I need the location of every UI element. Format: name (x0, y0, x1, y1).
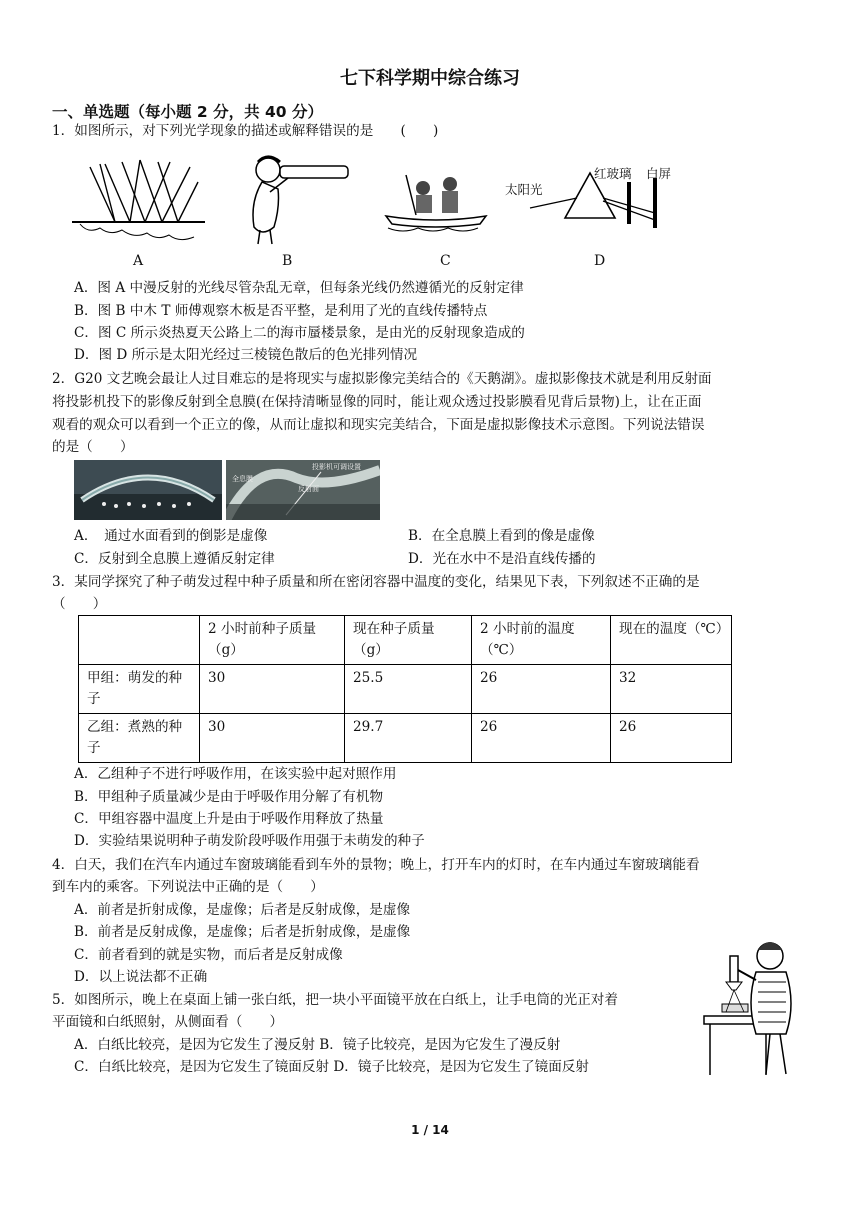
q3-option-d: D．实验结果说明种子萌发阶段呼吸作用强于未萌发的种子 (74, 833, 425, 849)
q1-figure-c (378, 170, 498, 235)
q3-data-table (78, 615, 732, 763)
q1-fig-d-screen-label: 白屏 (646, 166, 672, 181)
page-title: 七下科学期中综合练习 (340, 68, 520, 89)
q1-fig-d-sun-label: 太阳光 (505, 182, 543, 197)
q5-figure-flashlight-illustration (700, 930, 810, 1080)
table-cell: 32 (611, 665, 732, 714)
q2-option-a: A． 通过水面看到的倒影是虚像 (74, 528, 268, 544)
table-cell: 乙组：煮熟的种子 (79, 714, 200, 763)
table-cell: 30 (200, 714, 345, 763)
q2-option-b: B．在全息膜上看到的像是虚像 (408, 528, 595, 544)
page-number: 1 / 14 (411, 1123, 449, 1137)
q3-stem-line-2: （ ） (52, 596, 107, 612)
q1-figure-b (240, 152, 360, 247)
q4-stem-line-1: 4．白天，我们在汽车内通过车窗玻璃能看到车外的景物；晚上，打开车内的灯时，在车内通过车窗玻璃能看 (52, 857, 700, 873)
table-row (79, 665, 732, 714)
q1-fig-d-red-glass-label: 红玻璃 (594, 166, 632, 181)
q3-option-a: A．乙组种子不进行呼吸作用，在该实验中起对照作用 (74, 766, 397, 782)
q1-option-a: A．图 A 中漫反射的光线尽管杂乱无章，但每条光线仍然遵循光的反射定律 (74, 280, 524, 296)
q5-stem-line-1: 5．如图所示，晚上在桌面上铺一张白纸，把一块小平面镜平放在白纸上，让手电筒的光正对着 (52, 992, 618, 1008)
q2-option-c: C．反射到全息膜上遵循反射定律 (74, 551, 275, 567)
table-cell: 26 (611, 714, 732, 763)
q4-option-b: B．前者是反射成像，是虚像；后者是折射成像，是虚像 (74, 924, 411, 940)
q2-option-d: D．光在水中不是沿直线传播的 (408, 551, 596, 567)
q4-option-d: D．以上说法都不正确 (74, 969, 208, 985)
q1-figure-a (70, 152, 210, 242)
q2-fig-reflector-label: 反射面 (298, 485, 319, 493)
q1-fig-label-b: B (282, 253, 293, 269)
table-header-cell: 现在的温度（℃） (611, 616, 732, 665)
q4-option-c: C．前者看到的就是实物，而后者是反射成像 (74, 947, 343, 963)
table-header-row (79, 616, 732, 665)
q2-stem-line-4: 的是（ ） (52, 439, 134, 455)
table-cell: 甲组：萌发的种子 (79, 665, 200, 714)
q3-option-b: B．甲组种子质量减少是由于呼吸作用分解了有机物 (74, 789, 384, 805)
table-header-cell: 2 小时前的温度（℃） (472, 616, 611, 665)
q4-stem-line-2: 到车内的乘客。下列说法中正确的是（ ） (52, 879, 324, 895)
q5-option-cd: C．白纸比较亮，是因为它发生了镜面反射 D．镜子比较亮，是因为它发生了镜面反射 (74, 1059, 589, 1075)
section-heading: 一、单选题（每小题 2 分，共 40 分） (52, 103, 323, 121)
table-header-cell: 2 小时前种子质量（g） (200, 616, 345, 665)
q1-fig-label-c: C (440, 253, 451, 269)
q5-stem-line-2: 平面镜和白纸照射，从侧面看（ ） (52, 1014, 284, 1030)
q3-stem-line-1: 3．某同学探究了种子萌发过程中种子质量和所在密闭容器中温度的变化，结果见下表，下列叙述不正确的是 (52, 574, 700, 590)
q2-stem-line-3: 观看的观众可以看到一个正立的像，从而让虚拟和现实完美结合，下面是虚拟影像技术示意图。下列说法错误 (52, 417, 705, 433)
table-header-cell (79, 616, 200, 665)
q4-option-a: A．前者是折射成像，是虚像；后者是反射成像，是虚像 (74, 902, 411, 918)
table-cell: 26 (472, 714, 611, 763)
q3-option-c: C．甲组容器中温度上升是由于呼吸作用释放了热量 (74, 811, 384, 827)
table-cell: 29.7 (345, 714, 472, 763)
q2-stem-line-1: 2．G20 文艺晚会最让人过目难忘的是将现实与虚拟影像完美结合的《天鹅湖》。虚拟影像技术就是利用反射面 (52, 371, 712, 387)
q5-option-ab: A．白纸比较亮，是因为它发生了漫反射 B．镜子比较亮，是因为它发生了漫反射 (74, 1037, 561, 1053)
q1-stem: 1．如图所示，对下列光学现象的描述或解释错误的是 ( ) (52, 123, 439, 139)
table-header-cell: 现在种子质量（g） (345, 616, 472, 665)
q1-option-b: B．图 B 中木 T 师傅观察木板是否平整，是利用了光的直线传播特点 (74, 303, 488, 319)
table-cell: 26 (472, 665, 611, 714)
q1-fig-label-d: D (594, 253, 606, 269)
table-cell: 30 (200, 665, 345, 714)
q1-option-c: C．图 C 所示炎热夏天公路上二的海市蜃楼景象，是由光的反射现象造成的 (74, 325, 525, 341)
q2-stem-line-2: 将投影机投下的影像反射到全息膜(在保持清晰显像的同时，能让观众透过投影膜看见背后景物)上，让在正面 (52, 394, 702, 410)
table-row (79, 714, 732, 763)
q1-fig-label-a: A (133, 253, 144, 269)
q1-option-d: D．图 D 所示是太阳光经过三棱镜色散后的色光排列情况 (74, 347, 418, 363)
table-cell: 25.5 (345, 665, 472, 714)
q2-photo-stage (74, 460, 222, 520)
q2-fig-projector-label: 投影机可调设置 (312, 463, 361, 471)
q2-fig-membrane-label: 全息膜 (232, 475, 253, 483)
